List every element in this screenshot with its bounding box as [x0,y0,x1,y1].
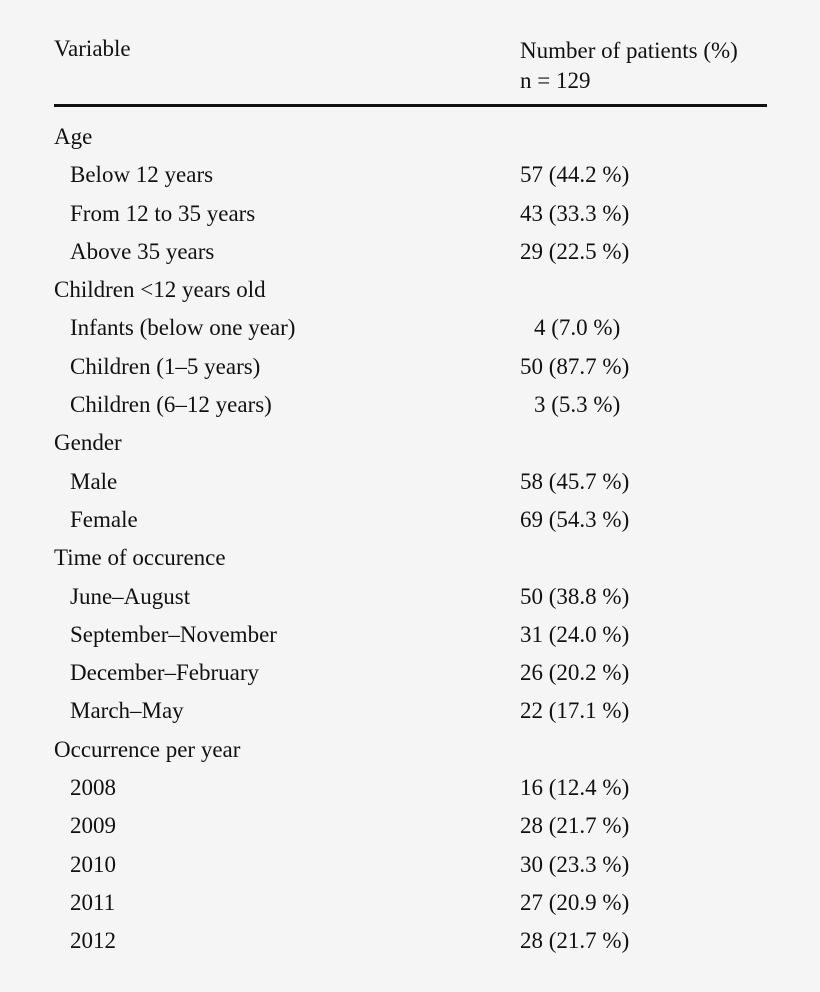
row-value: 69 (54.3 %) [520,506,630,532]
table-row [54,195,767,233]
table-row [54,846,767,884]
row-value: 27 (20.9 %) [520,889,630,915]
group-row-gender [54,424,767,462]
table-row [54,156,767,194]
row-label: Children <12 years old [54,277,266,303]
row-label: September–November [70,621,277,647]
row-value: 22 (17.1 %) [520,698,630,724]
table-row [54,386,767,424]
group-row-time [54,539,767,577]
row-value: 3 (5.3 %) [534,392,621,418]
table-row [54,654,767,692]
patient-table [54,0,767,954]
row-value: 57 (44.2 %) [520,162,630,188]
row-label: Male [70,468,118,494]
row-label: 2009 [70,813,116,839]
header-number-line2: n = 129 [520,68,591,93]
row-label: Age [54,124,93,149]
row-label: Children (6–12 years) [70,392,272,418]
row-label: 2011 [70,889,116,915]
row-value: 31 (24.0 %) [520,621,630,647]
row-label: December–February [70,660,260,686]
row-label: Time of occurence [54,545,226,571]
group-row-children [54,271,767,309]
table-row [54,309,767,347]
table-row [54,348,767,386]
table-row [54,578,767,616]
header-number-of-patients [520,36,738,96]
header-variable: Variable [54,36,131,61]
row-label: Children (1–5 years) [70,353,261,379]
row-label: Below 12 years [70,162,214,188]
table-row [54,463,767,501]
row-value: 16 (12.4 %) [520,775,630,801]
row-value: 50 (38.8 %) [520,583,630,609]
table-row [54,692,767,730]
header-number-line1: Number of patients (%) [520,38,738,63]
row-label: Above 35 years [70,238,215,264]
table-row [54,616,767,654]
row-value: 58 (45.7 %) [520,468,630,494]
row-label: 2012 [70,928,116,954]
table-row [54,922,767,960]
row-value: 50 (87.7 %) [520,353,630,379]
table-row [54,501,767,539]
group-row-age [54,118,767,156]
row-label: 2010 [70,851,116,877]
row-label: Occurrence per year [54,736,241,762]
row-label: From 12 to 35 years [70,200,256,226]
group-row-year [54,731,767,769]
table-row [54,233,767,271]
row-value: 26 (20.2 %) [520,660,630,686]
row-label: Gender [54,430,122,456]
table-body [54,118,767,961]
row-value: 43 (33.3 %) [520,200,630,226]
row-value: 28 (21.7 %) [520,928,630,954]
row-label: March–May [70,698,184,724]
row-value: 29 (22.5 %) [520,238,630,264]
table-header [54,0,767,107]
row-label: 2008 [70,775,116,801]
row-label: Infants (below one year) [70,315,296,341]
table-row [54,769,767,807]
table-row [54,807,767,845]
row-label: Female [70,506,138,532]
row-value: 28 (21.7 %) [520,813,630,839]
header-rule [54,104,767,107]
row-value: 4 (7.0 %) [534,315,621,341]
row-label: June–August [70,583,191,609]
row-value: 30 (23.3 %) [520,851,630,877]
table-row [54,884,767,922]
